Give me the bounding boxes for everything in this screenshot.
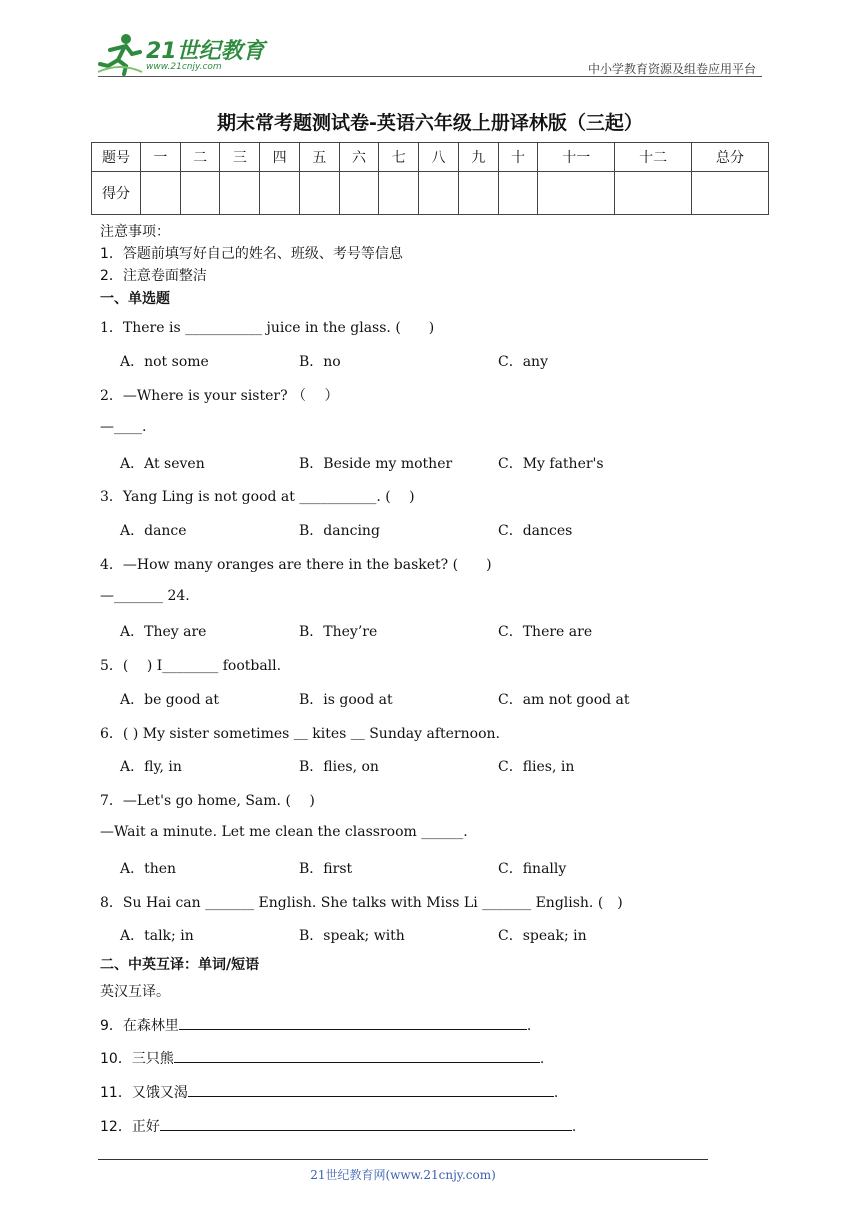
platform-name: 中小学教育资源及组卷应用平台	[587, 62, 756, 76]
question-stem: 5．( ) I________ football.	[100, 658, 282, 674]
option-b[interactable]: B．speak; with	[299, 928, 405, 944]
option-b[interactable]: B．dancing	[299, 523, 380, 539]
score-table-cell: 五	[299, 143, 339, 172]
translation-item	[100, 1048, 544, 1068]
score-table-cell: 二	[180, 143, 220, 172]
site-logo	[96, 32, 266, 78]
score-input-cell[interactable]	[379, 172, 419, 215]
option-b[interactable]: B．is good at	[299, 692, 393, 708]
score-table-cell: 十一	[538, 143, 615, 172]
runner-logo-icon	[96, 32, 144, 76]
end-mark: .	[571, 1119, 577, 1135]
exam-title: 期末常考题测试卷-英语六年级上册译林版（三起）	[217, 112, 643, 134]
note-item: 1．答题前填写好自己的姓名、班级、考号等信息	[100, 246, 403, 262]
option-c[interactable]: C．finally	[498, 861, 567, 877]
section-instruction: 英汉互译。	[100, 984, 170, 1000]
question-stem: 3．Yang Ling is not good at ___________. ( )	[100, 489, 415, 505]
option-a[interactable]: A．talk; in	[120, 928, 194, 944]
option-a[interactable]: A．fly, in	[120, 759, 182, 775]
question-stem: 2．—Where is your sister? （ ）	[100, 388, 339, 404]
score-input-cell[interactable]	[692, 172, 769, 215]
option-c[interactable]: C．dances	[498, 523, 573, 539]
logo-text: 21世纪教育	[146, 39, 265, 64]
question-stem: 1．There is ___________ juice in the glass. ( )	[100, 320, 435, 336]
score-input-cell[interactable]	[458, 172, 498, 215]
score-table-cell: 十二	[615, 143, 692, 172]
score-input-cell[interactable]	[339, 172, 379, 215]
item-number: 9．	[100, 1018, 123, 1034]
item-text: 正好	[131, 1119, 160, 1135]
item-number: 11．	[100, 1085, 132, 1101]
score-table-cell: 六	[339, 143, 379, 172]
answer-blank[interactable]	[174, 1048, 540, 1063]
answer-blank[interactable]	[188, 1082, 554, 1097]
option-c[interactable]: C．There are	[498, 624, 593, 640]
option-b[interactable]: B．first	[299, 861, 353, 877]
option-c[interactable]: C．am not good at	[498, 692, 630, 708]
end-mark: .	[553, 1085, 559, 1101]
score-table-score-row	[92, 172, 769, 215]
item-number: 10．	[100, 1051, 132, 1067]
translation-item	[100, 1116, 576, 1136]
score-table-header-row	[92, 143, 769, 172]
score-table-cell: 九	[458, 143, 498, 172]
score-input-cell[interactable]	[180, 172, 220, 215]
option-c[interactable]: C．flies, in	[498, 759, 575, 775]
score-input-cell[interactable]	[498, 172, 538, 215]
header-divider	[98, 76, 762, 77]
option-b[interactable]: B．no	[299, 354, 341, 370]
question-stem: 6．( ) My sister sometimes ＿ kites ＿ Sunday afternoon.	[100, 726, 500, 742]
logo-url: www.21cnjy.com	[146, 62, 222, 72]
score-input-cell[interactable]	[419, 172, 459, 215]
score-input-cell[interactable]	[260, 172, 300, 215]
option-b[interactable]: B．They’re	[299, 624, 378, 640]
score-input-cell[interactable]	[615, 172, 692, 215]
option-b[interactable]: B．Beside my mother	[299, 456, 453, 472]
translation-item	[100, 1015, 531, 1035]
score-table-cell: 四	[260, 143, 300, 172]
question-stem: 4．—How many oranges are there in the basket? ( )	[100, 557, 492, 573]
question-stem-line2: —_______ 24.	[100, 588, 190, 604]
question-stem-line2: —Wait a minute. Let me clean the classroom ______.	[100, 824, 468, 840]
score-table-cell: 总分	[692, 143, 769, 172]
option-a[interactable]: A．They are	[120, 624, 207, 640]
option-a[interactable]: A．At seven	[120, 456, 205, 472]
score-table-cell: 题号	[92, 143, 141, 172]
footer-divider	[98, 1159, 708, 1160]
section-heading: 一、单选题	[100, 291, 170, 307]
score-table-cell: 一	[141, 143, 181, 172]
option-a[interactable]: A．be good at	[120, 692, 220, 708]
score-input-cell[interactable]	[538, 172, 615, 215]
footer-link[interactable]: 21世纪教育网(www.21cnjy.com)	[310, 1168, 496, 1182]
score-table-cell: 七	[379, 143, 419, 172]
option-c[interactable]: C．any	[498, 354, 548, 370]
notes-heading: 注意事项：	[100, 224, 170, 240]
question-stem: 8．Su Hai can _______ English. She talks with Miss Li _______ English. ( )	[100, 895, 623, 911]
section-heading: 二、中英互译：单词/短语	[100, 957, 260, 973]
score-table-cell: 十	[498, 143, 538, 172]
score-input-cell[interactable]	[220, 172, 260, 215]
end-mark: .	[526, 1018, 532, 1034]
score-input-cell[interactable]	[141, 172, 181, 215]
note-item: 2．注意卷面整洁	[100, 268, 207, 284]
answer-blank[interactable]	[160, 1116, 572, 1131]
question-stem-line2: —____.	[100, 419, 147, 435]
option-c[interactable]: C．My father's	[498, 456, 604, 472]
item-text: 在森林里	[122, 1018, 179, 1034]
item-text: 三只熊	[131, 1051, 174, 1067]
translation-item	[100, 1082, 558, 1102]
score-input-cell[interactable]	[299, 172, 339, 215]
score-row-label: 得分	[92, 172, 141, 215]
option-b[interactable]: B．flies, on	[299, 759, 379, 775]
option-c[interactable]: C．speak; in	[498, 928, 587, 944]
score-table-cell: 八	[419, 143, 459, 172]
item-text: 又饿又渴	[131, 1085, 188, 1101]
score-table	[91, 142, 769, 215]
question-stem: 7．—Let's go home, Sam. ( )	[100, 793, 315, 809]
option-a[interactable]: A．then	[120, 861, 177, 877]
option-a[interactable]: A．not some	[120, 354, 209, 370]
option-a[interactable]: A．dance	[120, 523, 187, 539]
answer-blank[interactable]	[179, 1015, 527, 1030]
score-table-cell: 三	[220, 143, 260, 172]
item-number: 12．	[100, 1119, 132, 1135]
end-mark: .	[539, 1051, 545, 1067]
